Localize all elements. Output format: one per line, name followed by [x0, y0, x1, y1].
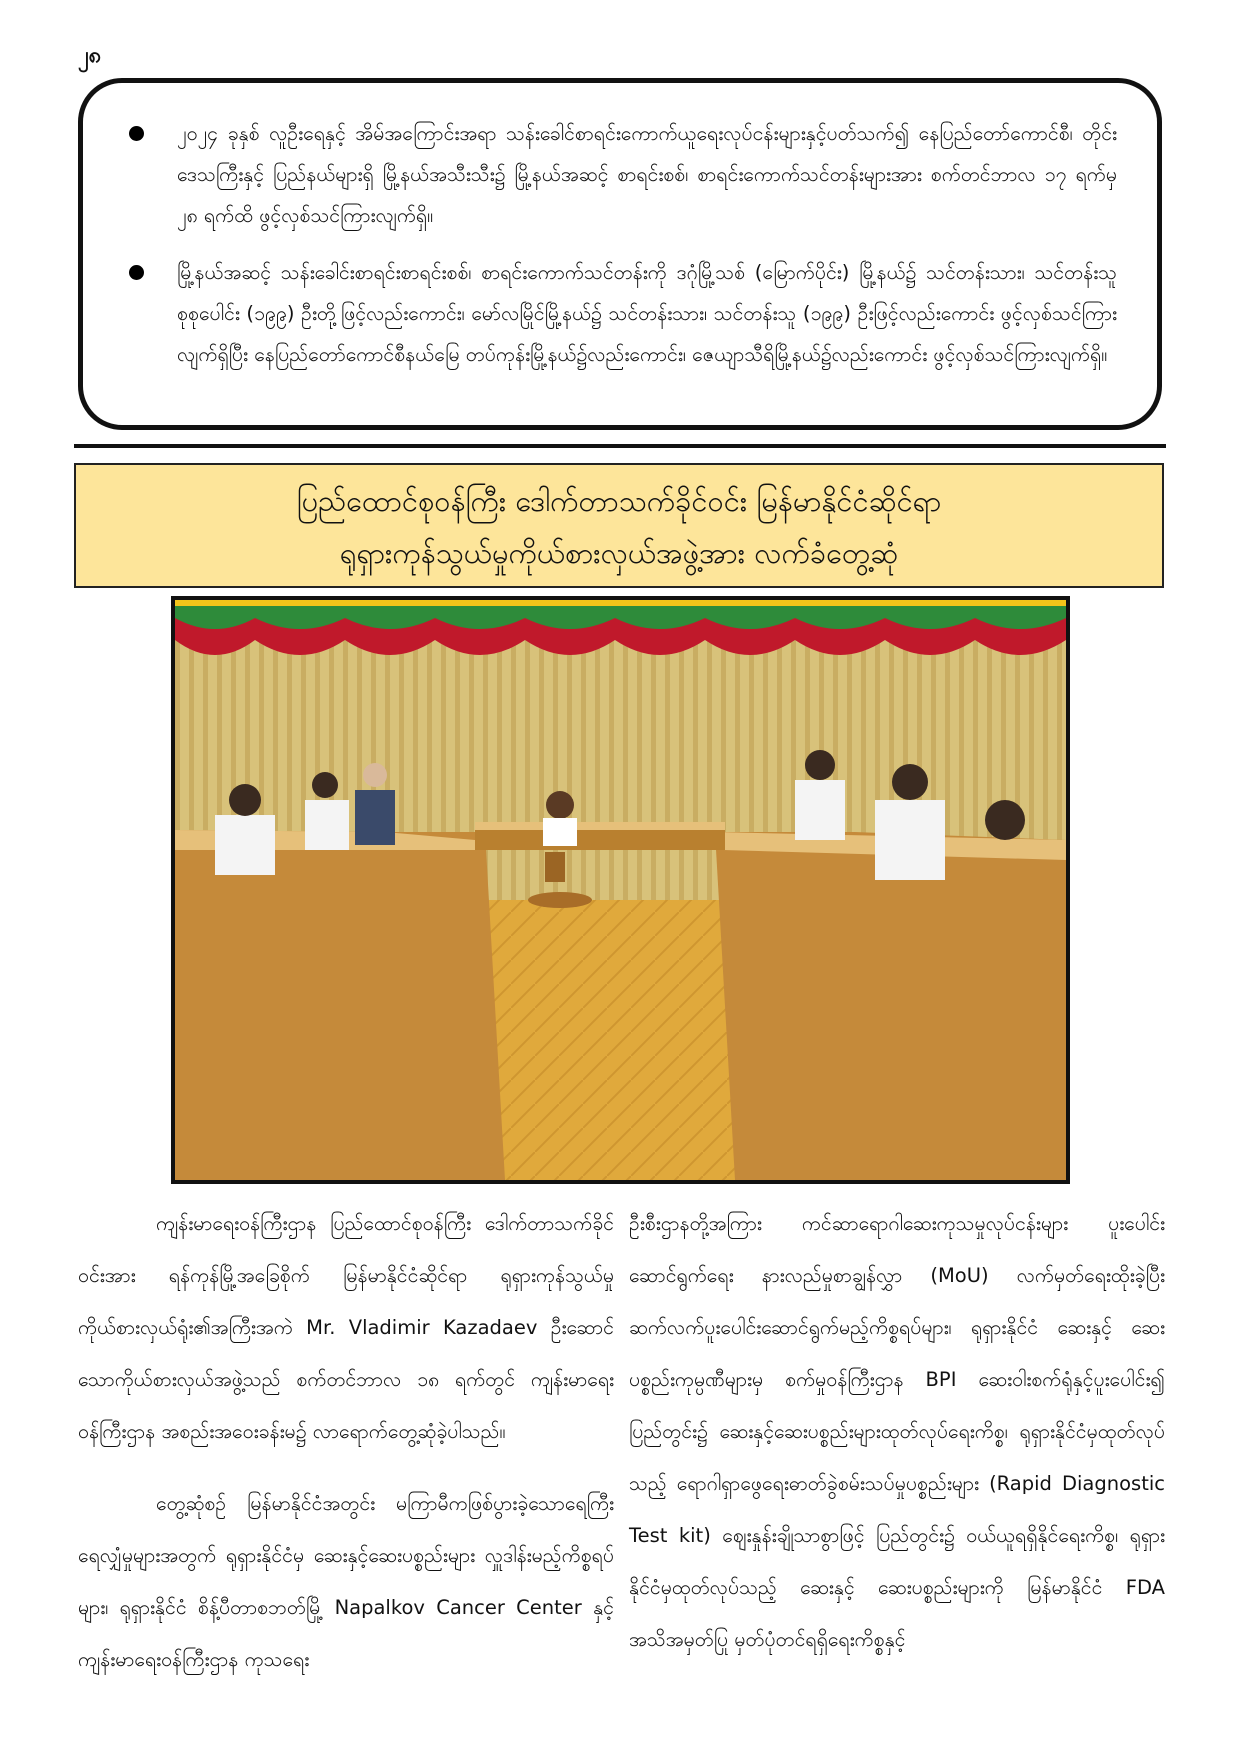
article-column-left — [78, 1198, 614, 1686]
bullet-item — [123, 113, 1117, 236]
bullet-text: မြို့နယ်အဆင့် သန်းခေါင်းစာရင်းစာရင်းစစ်၊ စာရင်းကောက်သင်တန်းကို ဒဂုံမြို့သစ် (မြောက်ပိုင်း) မြို့နယ်၌ သင်တန်းသား၊ သင်တန်းသူ စုစုပေါင်း (၁၉၉) ဦးတို့ဖြင့်လည်းကောင်း၊ မော်လမြိုင်မြို့နယ်၌ သင်တန်းသား၊ သင်တန်းသူ (၁၉၉) ဦးဖြင့်လည်းကောင်း ဖွင့်လှစ်သင်ကြားလျက်ရှိပြီး နေပြည်တော်ကောင်စီနယ်မြေ တပ်ကုန်းမြို့နယ်၌လည်းကောင်း၊ ဇေယျာသီရိမြို့နယ်၌လည်းကောင်း ဖွင့်လှစ်သင်ကြားလျက်ရှိ။ — [177, 261, 1117, 366]
headline-line-1: ပြည်ထောင်စုဝန်ကြီး ဒေါက်တာသက်ခိုင်ဝင်း မြန်မာနိုင်ငံဆိုင်ရာ — [296, 484, 942, 518]
article-column-right — [629, 1198, 1165, 1666]
meeting-photo — [171, 596, 1070, 1184]
page-number: ၂၈ — [78, 43, 102, 68]
article-paragraph: ဦးစီးဌာနတို့အကြား ကင်ဆာရောဂါဆေးကုသမှုလုပ်ငန်းများ ပူးပေါင်းဆောင်ရွက်ရေး နားလည်မှုစာချွန်လွှာ (MoU) လက်မှတ်ရေးထိုးခဲ့ပြီး ဆက်လက်ပူးပေါင်းဆောင်ရွက်မည့်ကိစ္စရပ်များ၊ ရုရှားနိုင်ငံ ဆေးနှင့် ဆေးပစ္စည်းကုမ္ပဏီများမှ စက်မှုဝန်ကြီးဌာန BPI ဆေးဝါးစက်ရုံနှင့်ပူးပေါင်း၍ ပြည်တွင်း၌ ဆေးနှင့်ဆေးပစ္စည်းများထုတ်လုပ်ရေးကိစ္စ၊ ရုရှားနိုင်ငံမှထုတ်လုပ်သည့် ရောဂါရှာဖွေရေးဓာတ်ခွဲစမ်းသပ်မှုပစ္စည်းများ (Rapid Diagnostic Test kit) ဈေးနှုန်းချိုသာစွာဖြင့် ပြည်တွင်း၌ ဝယ်ယူရရှိနိုင်ရေးကိစ္စ၊ ရုရှားနိုင်ငံမှထုတ်လုပ်သည့် ဆေးနှင့် ဆေးပစ္စည်းများကို မြန်မာနိုင်ငံ FDA အသိအမှတ်ပြု မှတ်ပုံတင်ရရှိရေးကိစ္စနှင့် — [629, 1212, 1165, 1651]
bullet-dot-icon — [129, 126, 144, 141]
bullet-text: ၂၀၂၄ ခုနှစ် လူဦးရေနှင့် အိမ်အကြောင်းအရာ သန်းခေါင်စာရင်းကောက်ယူရေးလုပ်ငန်းများနှင့်ပတ်သက်၍ နေပြည်တော်ကောင်စီ၊ တိုင်းဒေသကြီးနှင့် ပြည်နယ်များရှိ မြို့နယ်အသီးသီး၌ မြို့နယ်အဆင့် စာရင်းစစ်၊ စာရင်းကောက်သင်တန်းများအား စက်တင်ဘာလ ၁၇ ရက်မှ ၂၈ ရက်ထိ ဖွင့်လှစ်သင်ကြားလျက်ရှိ။ — [177, 122, 1117, 227]
headline-line-2: ရုရှားကုန်သွယ်မှုကိုယ်စားလှယ်အဖွဲ့အား လက်ခံတွေ့ဆုံ — [339, 536, 899, 570]
bullet-dot-icon — [129, 265, 144, 280]
meeting-room-illustration — [175, 600, 1066, 1180]
article-paragraph: ကျန်းမာရေးဝန်ကြီးဌာန ပြည်ထောင်စုဝန်ကြီး ဒေါက်တာသက်ခိုင်ဝင်းအား ရန်ကုန်မြို့အခြေစိုက် မြန်မာနိုင်ငံဆိုင်ရာ ရုရှားကုန်သွယ်မှုကိုယ်စားလှယ်ရုံး၏အကြီးအကဲ Mr. Vladimir Kazadaev ဦးဆောင်သောကိုယ်စားလှယ်အဖွဲ့သည် စက်တင်ဘာလ ၁၈ ရက်တွင် ကျန်းမာရေးဝန်ကြီးဌာန အစည်းအဝေးခန်းမ၌ လာရောက်တွေ့ဆုံခဲ့ပါသည်။ — [78, 1212, 614, 1443]
head-table — [475, 828, 725, 850]
summary-box — [78, 78, 1162, 430]
left-table — [175, 830, 505, 1180]
section-divider — [74, 444, 1166, 448]
article-paragraph: တွေ့ဆုံစဉ် မြန်မာနိုင်ငံအတွင်း မကြာမီကဖြစ်ပွားခဲ့သောရေကြီးရေလျှံမှုများအတွက် ရုရှားနိုင်ငံမှ ဆေးနှင့်ဆေးပစ္စည်းများ လှူဒါန်းမည့်ကိစ္စရပ်များ၊ ရုရှားနိုင်ငံ စိန့်ပီတာစဘတ်မြို့ Napalkov Cancer Center နှင့် ကျန်းမာရေးဝန်ကြီးဌာန ကုသရေး — [78, 1492, 614, 1671]
headline-box — [74, 463, 1164, 588]
bullet-item — [123, 252, 1117, 375]
right-table — [715, 832, 1066, 1180]
